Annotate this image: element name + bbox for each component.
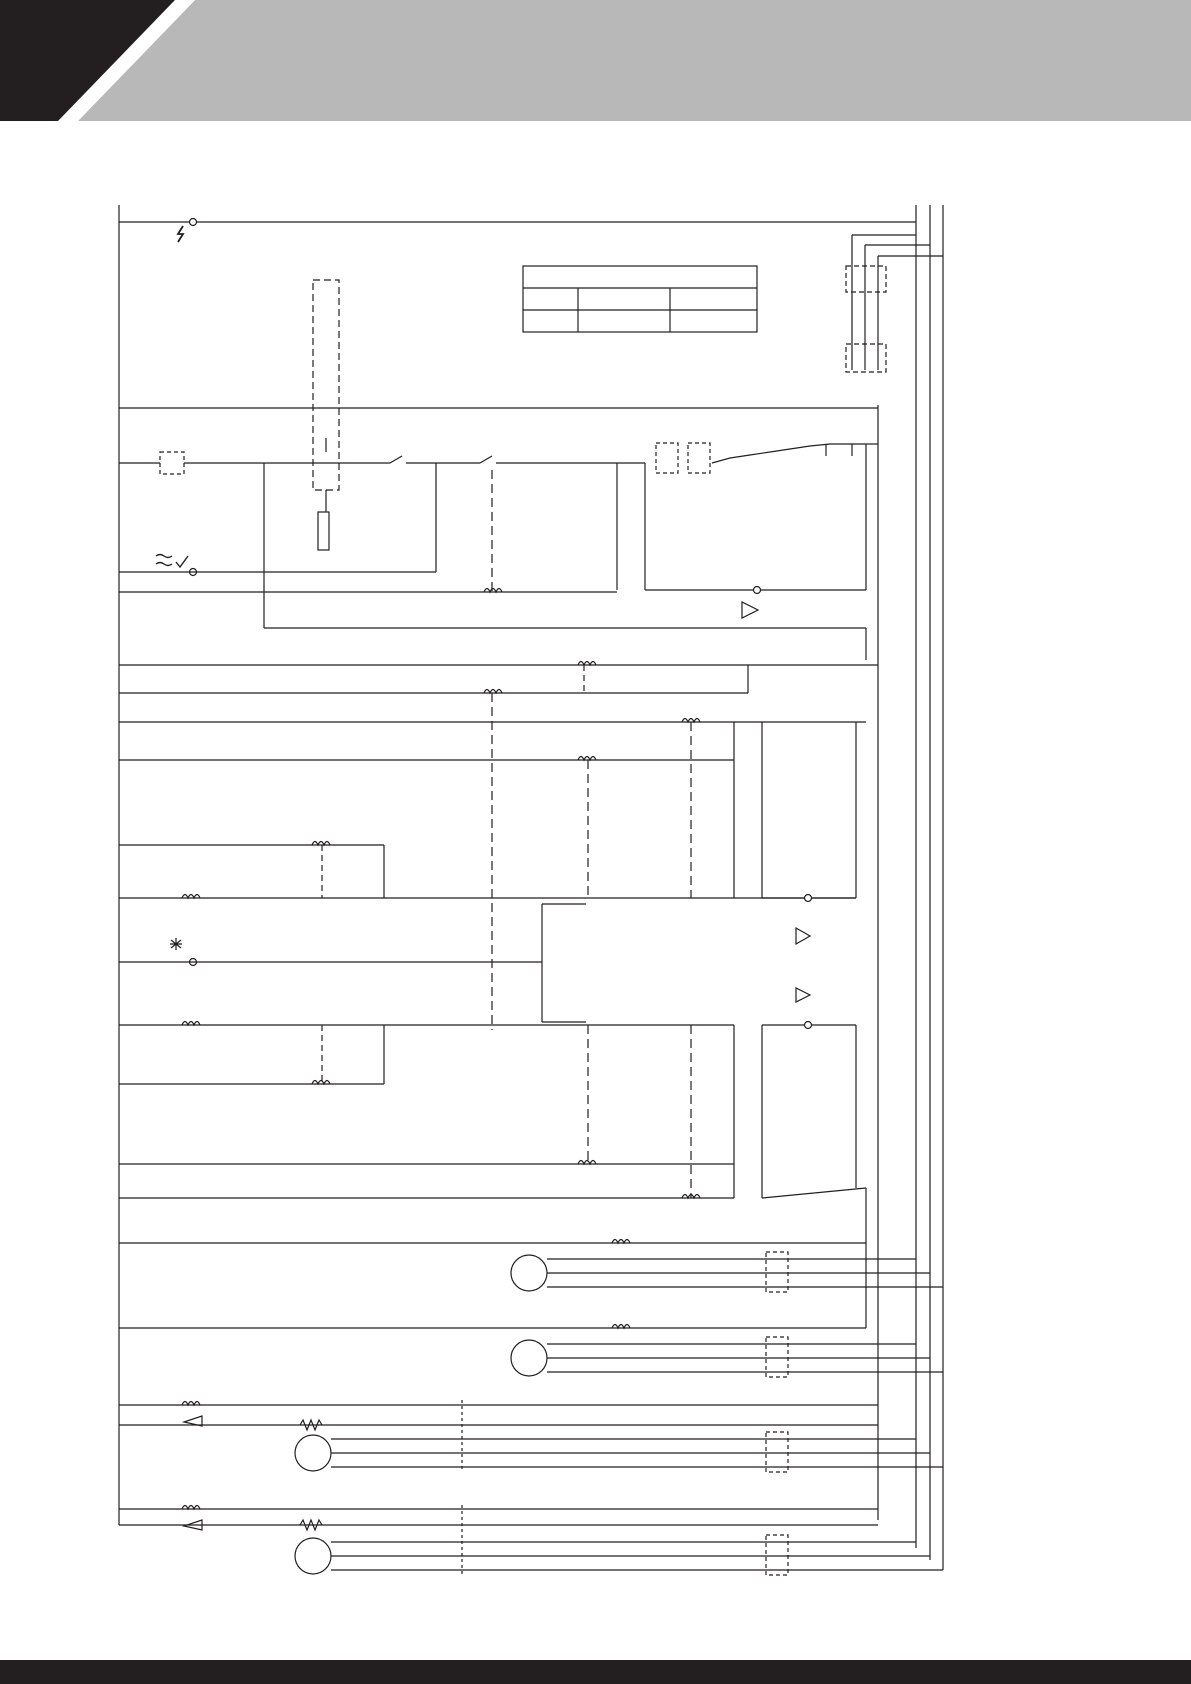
heater-icon (170, 938, 182, 950)
motor-icon (295, 1435, 331, 1471)
motor-icon (511, 1255, 547, 1291)
rung-timer-b (119, 1022, 856, 1199)
power-rails (119, 205, 943, 1570)
motor-fan-2 (119, 1505, 943, 1575)
rung-water-level (119, 470, 866, 660)
motor-fan-1 (119, 1400, 943, 1472)
info-table (523, 266, 757, 332)
lamp-icon (805, 895, 812, 902)
power-bolt-icon (178, 226, 183, 242)
lamp-icon (190, 219, 197, 226)
top-feed (119, 222, 943, 408)
rung-sequence-b (119, 1161, 866, 1199)
motor-icon (511, 1340, 547, 1376)
lamp-icon (754, 587, 761, 594)
lamp-icon (805, 1022, 812, 1029)
alarm-triangle-icon (796, 988, 810, 1002)
motor-icon (295, 1538, 331, 1574)
rung-heater (119, 904, 810, 1022)
rung-timer-a (119, 693, 734, 1030)
rung-control-main (119, 443, 878, 628)
alarm-triangle-icon (742, 602, 758, 618)
rung-pump-enable (119, 662, 878, 694)
water-level-icon (156, 555, 188, 568)
alarm-triangle-icon (796, 928, 810, 944)
float-switch (313, 280, 339, 550)
motor-pump-1 (119, 1188, 943, 1328)
footer-bar (0, 1660, 1191, 1684)
